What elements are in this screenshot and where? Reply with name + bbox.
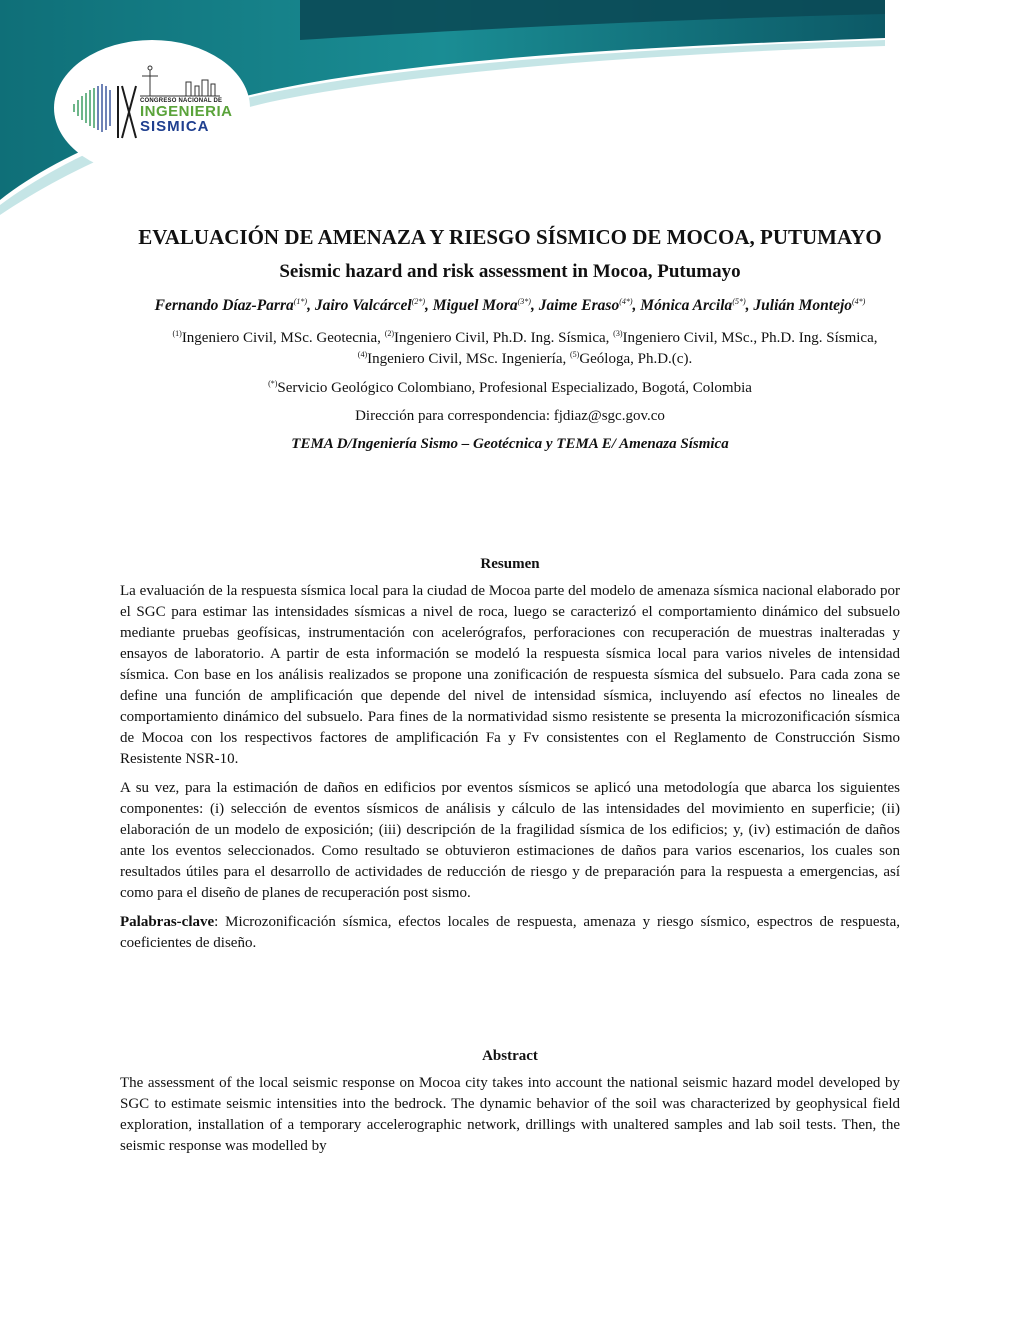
institution xyxy=(120,380,900,397)
resumen-paragraph-1: La evaluación de la respuesta sísmica local para la ciudad de Mocoa parte del modelo de amenaza sísmica nacional elaborado por el SGC para estimar las intensidades sísmicas a nivel de roca, luego se caracterizó el comportamiento dinámico del subsuelo mediante pruebas geofísicas, instrumentación con acelerógrafos, perforaciones con recuperación de muestras inalteradas y ensayos de laboratorio. A partir de esta información se modeló la respuesta sísmica local para varios niveles de intensidad sísmica. Con base en los análisis realizados se propone una zonificación de respuesta sísmica del subsuelo. Para cada zona se define una función de amplificación que depende del nivel de intensidad sísmica, incluyendo así efectos no lineales de comportamiento dinámico del subsuelo. Para fines de la normatividad sismo resistente se presenta la microzonificación sísmica de Mocoa con los respectivos factores de amplificación Fa y Fv consistentes con el Reglamento de Construcción Sismo Resistente NSR-10. xyxy=(120,583,900,767)
topic-line: TEMA D/Ingeniería Sismo – Geotécnica y TEMA E/ Amenaza Sísmica xyxy=(291,436,729,452)
author-sup: (5*) xyxy=(732,296,746,306)
author: Mónica Arcila xyxy=(640,297,733,314)
affiliations xyxy=(120,328,900,370)
affil-sup: (1) xyxy=(172,329,182,338)
logo-line2: INGENIERIA xyxy=(140,103,233,120)
author-sup: (1*) xyxy=(293,296,308,306)
author-sup: (3*) xyxy=(517,296,531,306)
affil-text: Ingeniero Civil, MSc., Ph.D. Ing. Sísmica, xyxy=(622,330,878,346)
paper-subtitle: Seismic hazard and risk assessment in Mocoa, Putumayo xyxy=(279,261,741,282)
logo-line3: SISMICA xyxy=(140,118,210,135)
resumen-paragraph-2: A su vez, para la estimación de daños en edificios por eventos sísmicos se aplicó una metodología que abarca los siguientes componentes: (i) selección de eventos sísmicos de análisis y cálculo de las intensidades del movimiento en superficie; (ii) elaboración de un modelo de exposición; (iii) descripción de la fragilidad sísmica de los edificios; y, (iv) estimación de daños ante los eventos seleccionados. Como resultado se obtuvieron estimaciones de daños para varios escenarios, los cuales son resultados útiles para el desarrollo de actividades de reducción de riesgo y de preparación para la respuesta a emergencias, así como para el diseño de planes de recuperación post sismo. xyxy=(120,780,900,901)
correspondence: Dirección para correspondencia: fjdiaz@sgc.gov.co xyxy=(355,408,665,424)
affil-sup: (5) xyxy=(569,350,580,359)
affil-sup: (3) xyxy=(613,329,623,338)
author: Miguel Mora xyxy=(432,297,518,314)
logo xyxy=(140,98,233,134)
author-sep: , xyxy=(307,297,315,314)
author: Julián Montejo xyxy=(753,297,853,314)
author-sep: , xyxy=(530,297,539,314)
author: Jairo Valcárcel xyxy=(314,297,412,314)
affil-text: Ingeniero Civil, MSc. Geotecnia, xyxy=(181,330,385,346)
abstract-heading: Abstract xyxy=(482,1048,538,1064)
author: Jaime Eraso xyxy=(538,297,620,314)
paper-title: EVALUACIÓN DE AMENAZA Y RIESGO SÍSMICO DE MOCOA, PUTUMAYO xyxy=(138,225,882,249)
author-sep: , xyxy=(425,297,433,314)
abstract-section xyxy=(120,1048,900,1157)
institution-text: Servicio Geológico Colombiano, Profesional Especializado, Bogotá, Colombia xyxy=(277,380,752,396)
author-sup: (4*) xyxy=(852,296,866,306)
author-sup: (4*) xyxy=(619,296,633,306)
author-list xyxy=(120,295,900,317)
keywords-label: Palabras-clave xyxy=(120,914,215,930)
author-sep: , xyxy=(632,297,641,314)
keywords xyxy=(120,912,900,954)
affil-text: Ingeniero Civil, MSc. Ingeniería, xyxy=(367,351,570,367)
author-sup: (2*) xyxy=(411,296,426,306)
keywords-text: : Microzonificación sísmica, efectos locales de respuesta, amenaza y riesgo sísmico, espectros de respuesta, coeficientes de diseño. xyxy=(120,914,900,951)
paper-body xyxy=(120,224,900,453)
author-sep: , xyxy=(745,297,754,314)
logo-line1: CONGRESO NACIONAL DE xyxy=(140,98,223,104)
abstract-paragraph: The assessment of the local seismic response on Mocoa city takes into account the national seismic hazard model developed by SGC to estimate seismic intensities into the bedrock. The dynamic behavior of the soil was characterized by geophysical field exploration, installation of a temporary accelerographic network, drillings with unaltered samples and lab soil tests. Then, the seismic response was modelled by xyxy=(120,1075,900,1154)
affil-text: Geóloga, Ph.D.(c). xyxy=(579,351,693,367)
affil-text: Ingeniero Civil, Ph.D. Ing. Sísmica, xyxy=(394,330,614,346)
resumen-section xyxy=(120,556,900,954)
resumen-heading: Resumen xyxy=(480,556,540,572)
author: Fernando Díaz-Parra xyxy=(154,297,294,314)
institution-sup: (*) xyxy=(268,379,278,388)
affil-sup: (4) xyxy=(357,350,368,359)
affil-sup: (2) xyxy=(384,329,395,338)
